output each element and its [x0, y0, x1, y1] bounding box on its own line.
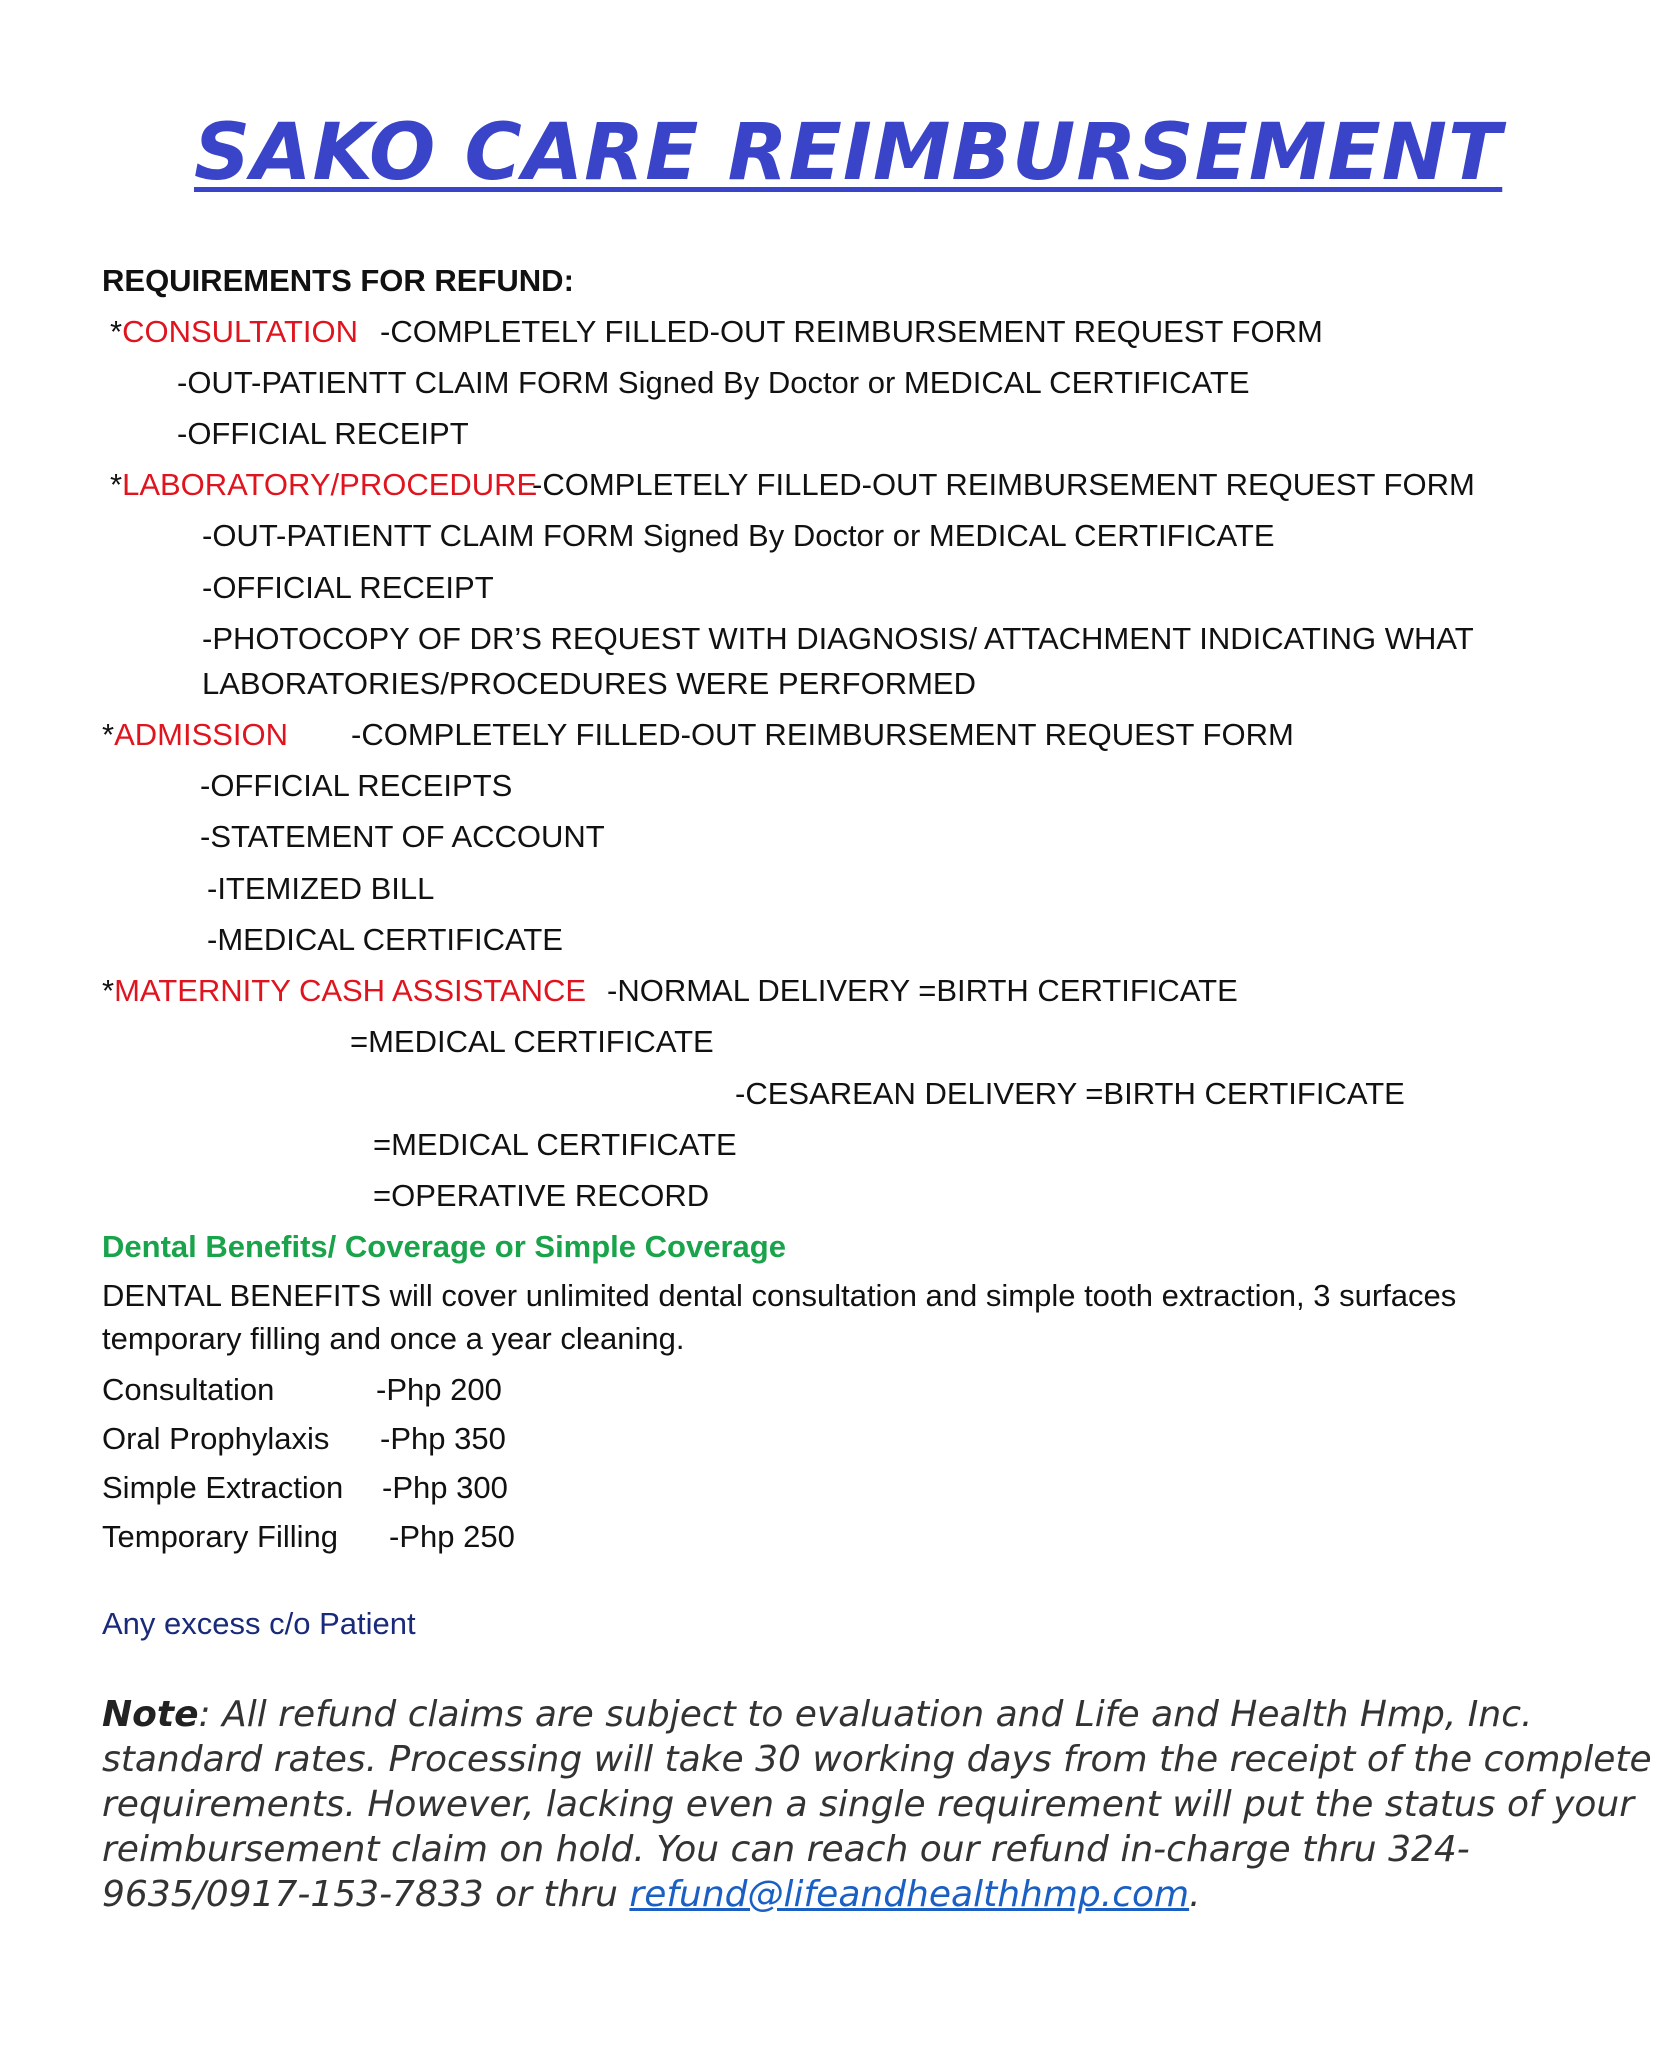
requirement-item: =OPERATIVE RECORD [373, 1178, 710, 1213]
requirement-item: =MEDICAL CERTIFICATE [373, 1127, 737, 1162]
dental-heading: Dental Benefits/ Coverage or Simple Coverage [102, 1229, 786, 1264]
requirement-item: -NORMAL DELIVERY =BIRTH CERTIFICATE [607, 973, 1238, 1008]
requirement-item: -MEDICAL CERTIFICATE [207, 922, 563, 957]
requirement-item: -PHOTOCOPY OF DR’S REQUEST WITH DIAGNOSIS/ ATTACHMENT INDICATING WHAT [202, 621, 1474, 656]
requirement-item: -OFFICIAL RECEIPT [202, 570, 494, 605]
maternity-row: *MATERNITY CASH ASSISTANCE [102, 973, 587, 1008]
laboratory-row: *LABORATORY/PROCEDURE [110, 467, 538, 502]
category-maternity: MATERNITY CASH ASSISTANCE [114, 973, 587, 1008]
requirement-item: -OUT-PATIENTT CLAIM FORM Signed By Doctor or MEDICAL CERTIFICATE [177, 365, 1250, 400]
page-title: SAKO CARE REIMBURSEMENT [194, 108, 1503, 198]
rate-name: Oral Prophylaxis [102, 1421, 330, 1456]
dental-description: DENTAL BENEFITS will cover unlimited dental consultation and simple tooth extraction, 3 surfaces temporary filling and once a year cleaning. [102, 1278, 1457, 1356]
category-consultation: CONSULTATION [122, 314, 359, 349]
requirement-item: =MEDICAL CERTIFICATE [350, 1024, 714, 1059]
note-label: Note [102, 1694, 199, 1735]
refund-note [102, 1692, 1662, 1917]
note-end: . [1189, 1874, 1201, 1915]
requirement-item: -COMPLETELY FILLED-OUT REIMBURSEMENT REQUEST FORM [351, 717, 1294, 752]
rate-price: -Php 200 [376, 1372, 502, 1407]
requirement-item: -OUT-PATIENTT CLAIM FORM Signed By Doctor or MEDICAL CERTIFICATE [202, 518, 1275, 553]
rate-name: Temporary Filling [102, 1519, 339, 1554]
requirement-item: -COMPLETELY FILLED-OUT REIMBURSEMENT REQUEST FORM [380, 314, 1323, 349]
excess-note: Any excess c/o Patient [102, 1606, 416, 1641]
requirement-item: -OFFICIAL RECEIPTS [200, 768, 513, 803]
requirement-item: LABORATORIES/PROCEDURES WERE PERFORMED [202, 666, 976, 701]
rate-price: -Php 300 [382, 1470, 508, 1505]
rate-price: -Php 350 [380, 1421, 506, 1456]
rate-name: Consultation [102, 1372, 275, 1407]
admission-row: *ADMISSION [102, 717, 289, 752]
requirement-item: -STATEMENT OF ACCOUNT [200, 819, 605, 854]
rate-price: -Php 250 [389, 1519, 515, 1554]
requirement-item: -COMPLETELY FILLED-OUT REIMBURSEMENT REQUEST FORM [532, 467, 1475, 502]
category-laboratory: LABORATORY/PROCEDURE [122, 467, 538, 502]
rate-name: Simple Extraction [102, 1470, 344, 1505]
requirements-heading: REQUIREMENTS FOR REFUND: [102, 263, 574, 298]
requirement-item: -ITEMIZED BILL [207, 871, 435, 906]
requirement-item: -CESAREAN DELIVERY =BIRTH CERTIFICATE [735, 1076, 1405, 1111]
requirement-item: -OFFICIAL RECEIPT [177, 416, 469, 451]
note-text: : All refund claims are subject to evaluation and Life and Health Hmp, Inc. standard rates. Processing will take 30 working days from the receipt of the complete requirements. However, lacking even a single requirement will put the status of your reimbursement claim on hold. You can reach our refund in-charge thru 324-9635/0917-153-7833 or thru [102, 1694, 1652, 1915]
category-admission: ADMISSION [114, 717, 289, 752]
consultation-row: *CONSULTATION [110, 314, 359, 349]
refund-email-link[interactable]: refund@lifeandhealthhmp.com [629, 1874, 1190, 1915]
